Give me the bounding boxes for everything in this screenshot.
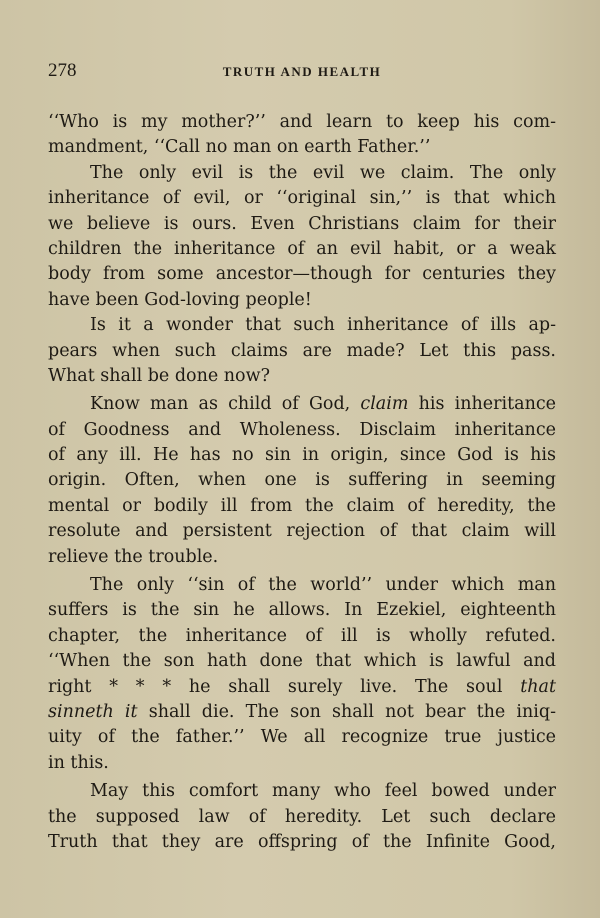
text-segment: May this comfort many who feel bowed under xyxy=(90,781,556,802)
text-segment: Know man as child of God, xyxy=(90,394,361,415)
text-line xyxy=(48,110,556,135)
text-segment: children the inheritance of an evil habit, or a weak xyxy=(48,238,556,259)
text-line xyxy=(48,649,556,674)
text-line xyxy=(48,624,556,649)
text-line xyxy=(48,700,556,725)
text-segment: What shall be done now? xyxy=(48,365,270,386)
text-line xyxy=(48,675,556,700)
text-segment: suffers is the sin he allows. In Ezekiel, eighteenth xyxy=(48,600,556,621)
text-segment: of any ill. He has no sin in origin, since God is his xyxy=(48,445,556,466)
text-segment: Is it a wonder that such inheritance of ills ap- xyxy=(90,315,556,336)
text-line xyxy=(48,751,556,776)
text-line xyxy=(48,186,556,211)
text-line xyxy=(48,519,556,544)
text-segment: ‘‘Who is my mother?’’ and learn to keep his com- xyxy=(48,112,556,132)
text-line xyxy=(48,212,556,237)
text-segment: inheritance of evil, or ‘‘original sin,’’ is that which xyxy=(48,188,556,209)
text-segment: mental or bodily ill from the claim of heredity, the xyxy=(48,495,556,516)
text-line xyxy=(48,237,556,262)
text-segment: right * * * he shall surely live. The soul xyxy=(48,676,521,697)
text-segment: have been God-loving people! xyxy=(48,289,312,310)
text-line xyxy=(48,443,556,468)
text-segment: of Goodness and Wholeness. Disclaim inheritance xyxy=(48,419,556,440)
text-line xyxy=(48,725,556,750)
italic-text: that xyxy=(520,676,556,697)
text-line xyxy=(48,161,556,186)
text-segment: origin. Often, when one is suffering in seeming xyxy=(48,470,556,491)
text-segment: chapter, the inheritance of ill is wholly refuted. xyxy=(48,625,556,646)
text-segment: his inheritance xyxy=(408,394,556,415)
text-segment: we believe is ours. Even Christians claim for their xyxy=(48,213,556,234)
text-line xyxy=(48,545,556,570)
text-line xyxy=(48,779,556,804)
italic-text: claim xyxy=(360,394,409,415)
italic-text: sinneth it xyxy=(48,701,138,722)
text-segment: resolute and persistent rejection of that claim will xyxy=(48,521,556,542)
text-segment: The only ‘‘sin of the world’’ under which man xyxy=(90,575,556,596)
text-line xyxy=(48,135,556,160)
page-number: 278 xyxy=(48,60,77,81)
text-segment: pears when such claims are made? Let this pass. xyxy=(48,340,556,361)
text-segment: The only evil is the evil we claim. The only xyxy=(90,162,556,183)
text-segment: the supposed law of heredity. Let such declare xyxy=(48,806,556,827)
text-segment: relieve the trouble. xyxy=(48,546,219,567)
text-line xyxy=(48,830,556,855)
running-title: TRUTH AND HEALTH xyxy=(222,64,382,79)
text-line xyxy=(48,392,556,417)
text-line xyxy=(48,573,556,598)
text-line xyxy=(48,339,556,364)
text-segment: Truth that they are offspring of the Infinite Good, xyxy=(48,831,556,852)
text-segment: in this. xyxy=(48,752,109,773)
text-segment: body from some ancestor—though for centuries they xyxy=(48,264,556,285)
text-line xyxy=(48,494,556,519)
text-line xyxy=(48,364,556,389)
text-line xyxy=(48,468,556,493)
text-segment: ‘‘When the son hath done that which is lawful and xyxy=(48,651,556,672)
text-line xyxy=(48,805,556,830)
text-segment: uity of the father.’’ We all recognize true justice xyxy=(48,727,556,748)
page-header xyxy=(48,60,556,84)
body-text xyxy=(48,110,556,855)
text-line xyxy=(48,262,556,287)
text-line xyxy=(48,288,556,313)
text-line xyxy=(48,598,556,623)
text-segment: mandment, ‘‘Call no man on earth Father.’’ xyxy=(48,137,431,158)
text-line xyxy=(48,418,556,443)
text-line xyxy=(48,313,556,338)
text-segment: shall die. The son shall not bear the iniq- xyxy=(137,701,556,722)
